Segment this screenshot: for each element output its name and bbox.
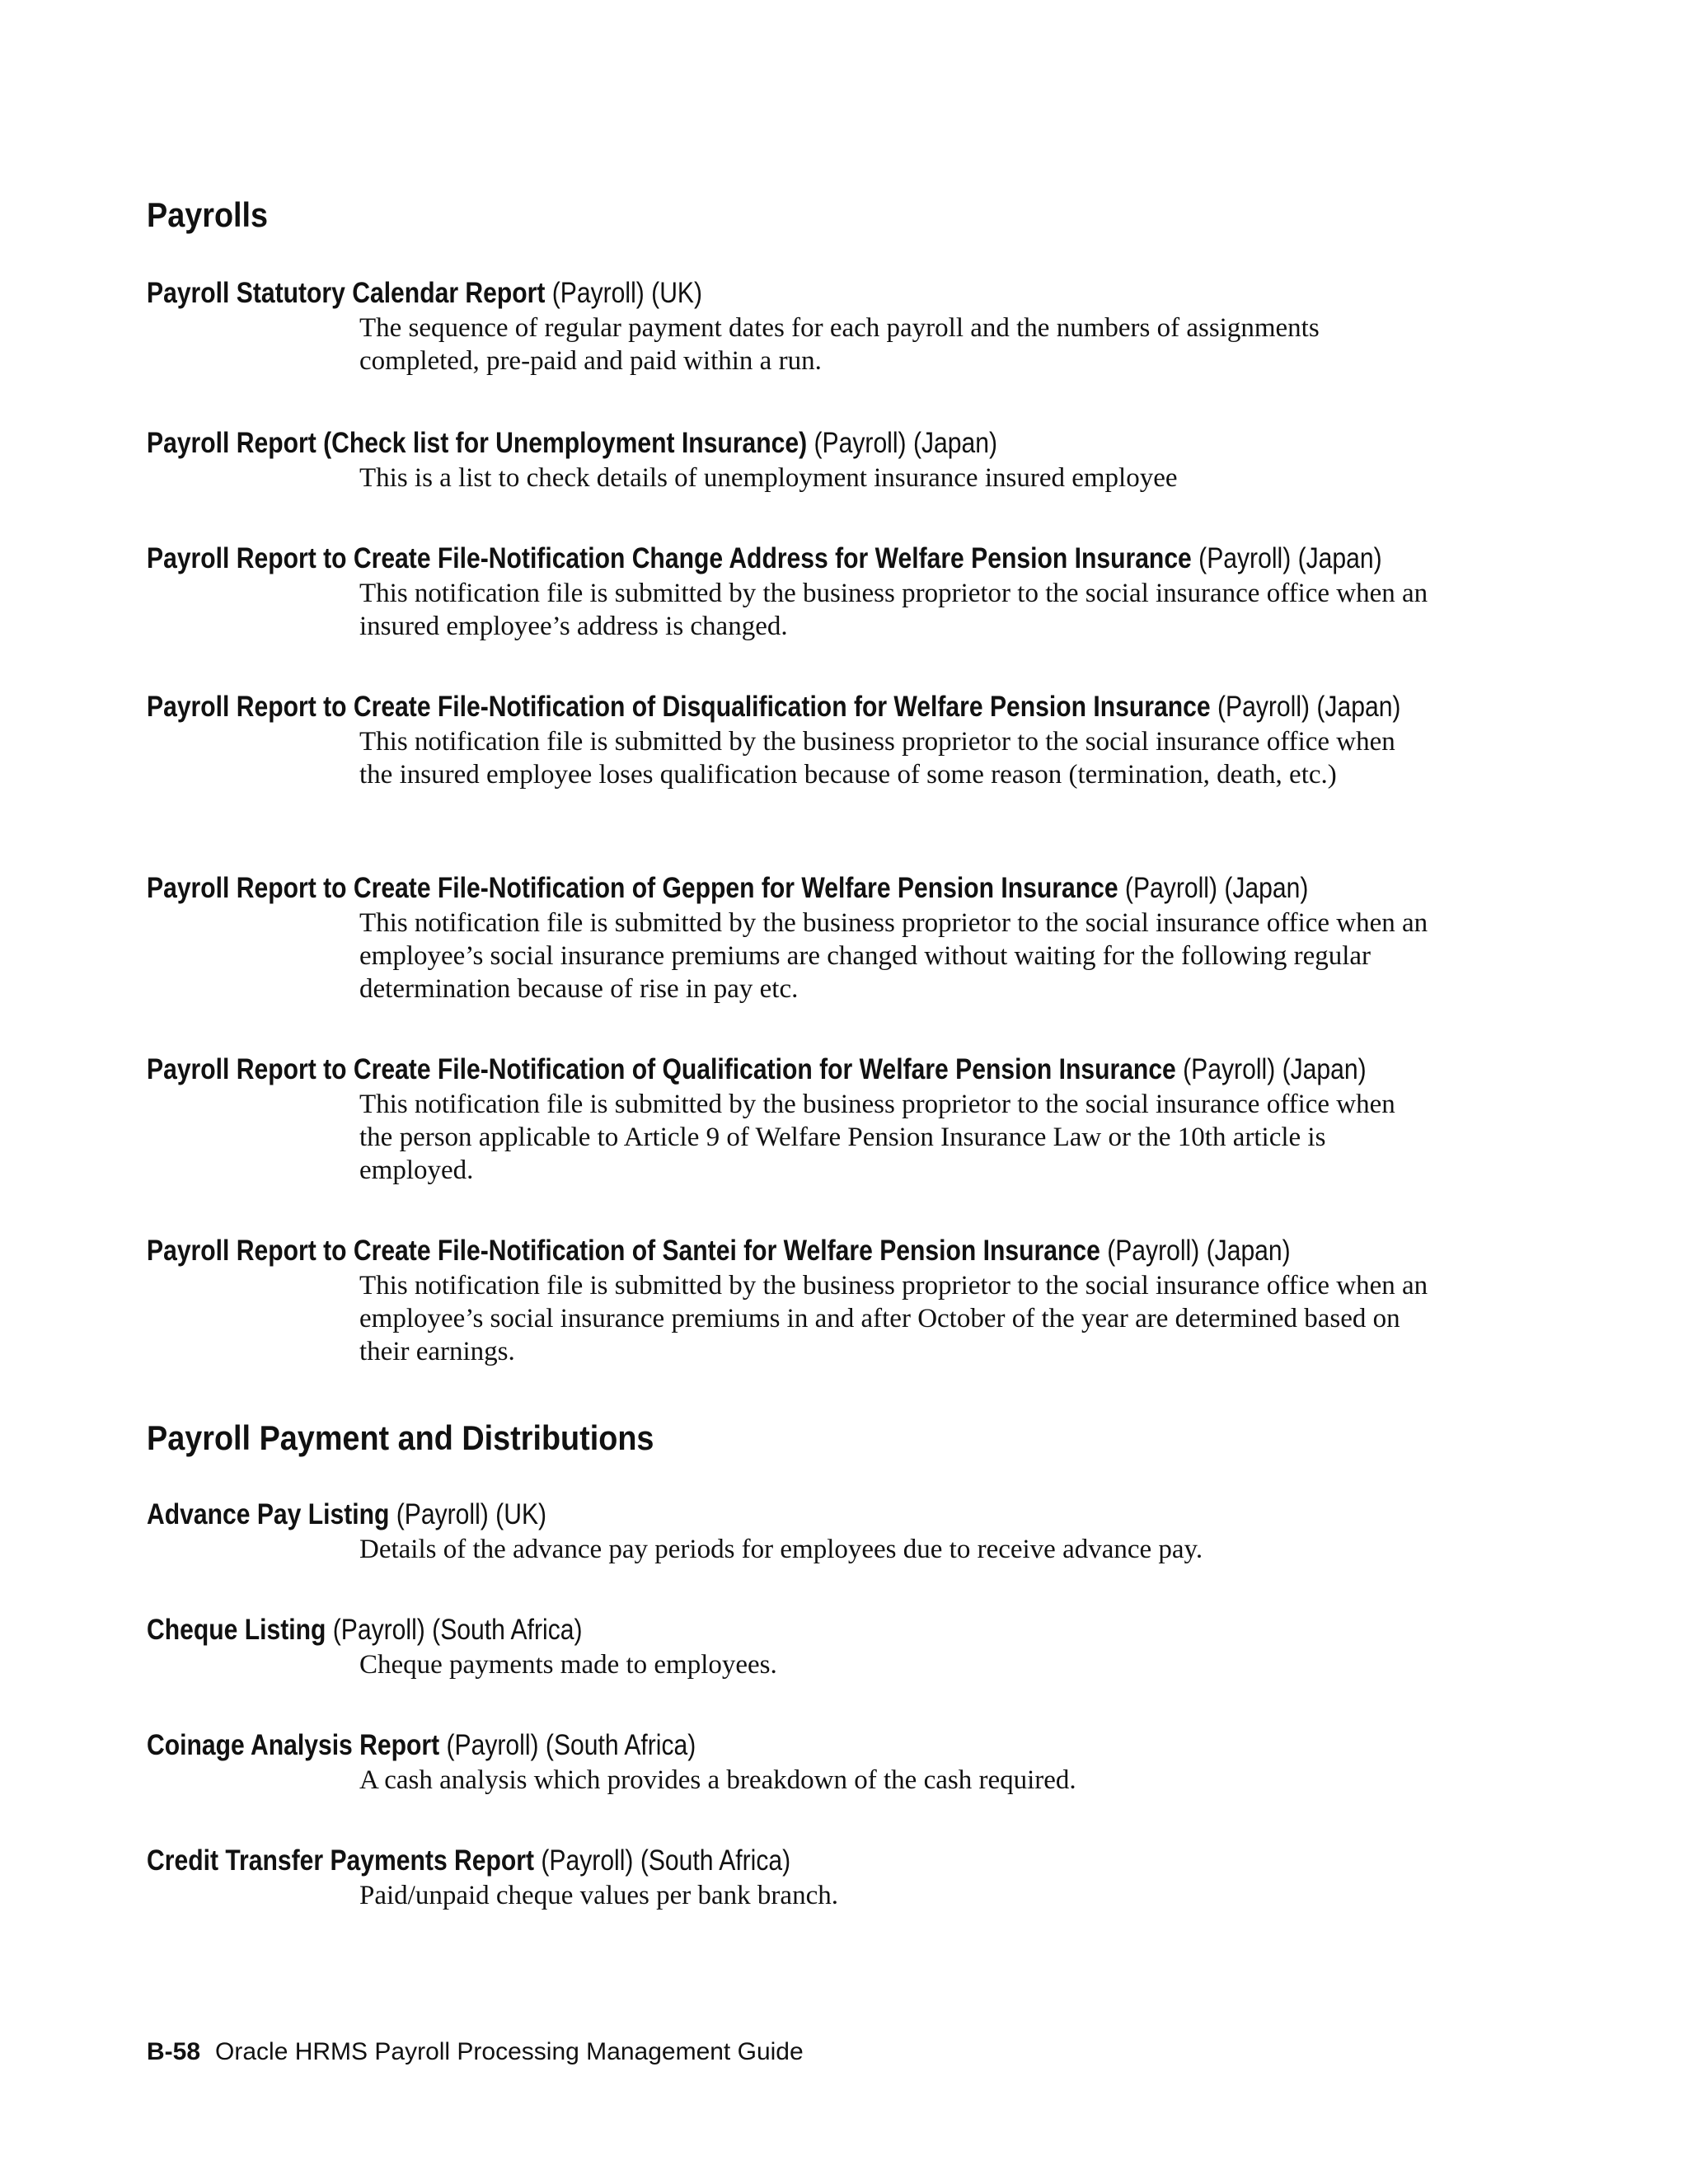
report-name: Payroll Report to Create File-Notification of Qualification for Welfare Pension Insurance [147, 1053, 1176, 1085]
report-title [147, 870, 1352, 907]
report-name: Payroll Report to Create File-Notification of Geppen for Welfare Pension Insurance [147, 872, 1118, 904]
report-tags: (Payroll) (Japan) [807, 427, 998, 459]
report-tags: (Payroll) (Japan) [1118, 872, 1309, 904]
report-entry [147, 1497, 1548, 1566]
report-name: Payroll Report to Create File-Notification Change Address for Welfare Pension Insurance [147, 542, 1192, 574]
report-name: Credit Transfer Payments Report [147, 1844, 535, 1877]
report-entry [147, 1612, 1548, 1681]
section-title-payment-distributions: Payroll Payment and Distributions [147, 1418, 654, 1457]
report-title [147, 689, 1401, 725]
report-tags: (Payroll) (Japan) [1100, 1235, 1291, 1267]
report-description: The sequence of regular payment dates for each payroll and the numbers of assignments completed, pre-paid and paid within a run. [359, 313, 1320, 376]
page-number: B-58 [147, 2038, 201, 2065]
report-title [147, 425, 1352, 462]
report-description: This notification file is submitted by the business proprietor to the social insurance office when the insured employee loses qualification because of some reason (termination, death, etc.) [359, 727, 1395, 790]
report-entry [147, 1233, 1548, 1368]
report-title [147, 1233, 1352, 1269]
section-title-payrolls: Payrolls [147, 195, 269, 234]
report-description: This notification file is submitted by the business proprietor to the social insurance office when an employee’s social insurance premiums in and after October of the year are determined based on their earnings. [359, 1271, 1428, 1366]
report-name: Payroll Report to Create File-Notification of Santei for Welfare Pension Insurance [147, 1235, 1100, 1267]
report-entry [147, 1052, 1548, 1187]
report-entry [147, 541, 1548, 643]
report-name: Cheque Listing [147, 1614, 326, 1646]
report-name: Payroll Statutory Calendar Report [147, 277, 546, 309]
report-title [147, 275, 1352, 312]
report-tags: (Payroll) (UK) [389, 1498, 547, 1530]
report-description: This notification file is submitted by the business proprietor to the social insurance office when an insured employee’s address is changed. [359, 579, 1428, 641]
report-entry [147, 870, 1548, 1005]
report-tags: (Payroll) (UK) [545, 277, 703, 309]
report-description: This notification file is submitted by the business proprietor to the social insurance office when the person applicable to Article 9 of Welfare Pension Insurance Law or the 10th article is employed. [359, 1090, 1395, 1185]
report-name: Payroll Report (Check list for Unemployment Insurance) [147, 427, 808, 459]
report-tags: (Payroll) (South Africa) [326, 1614, 583, 1646]
report-entry [147, 425, 1548, 494]
report-tags: (Payroll) (Japan) [1210, 691, 1401, 723]
report-entry [147, 1843, 1548, 1912]
page-footer [147, 2036, 804, 2069]
report-title [147, 1052, 1367, 1088]
report-tags: (Payroll) (Japan) [1191, 542, 1382, 574]
report-tags: (Payroll) (South Africa) [534, 1844, 791, 1877]
report-name: Payroll Report to Create File-Notification of Disqualification for Welfare Pension Insurance [147, 691, 1211, 723]
report-entry [147, 689, 1548, 791]
report-name: Coinage Analysis Report [147, 1729, 440, 1761]
report-description: Details of the advance pay periods for employees due to receive advance pay. [359, 1535, 1203, 1564]
report-tags: (Payroll) (South Africa) [439, 1729, 696, 1761]
guide-title: Oracle HRMS Payroll Processing Management Guide [215, 2038, 804, 2065]
report-description: A cash analysis which provides a breakdown of the cash required. [359, 1765, 1076, 1795]
report-tags: (Payroll) (Japan) [1175, 1053, 1367, 1085]
report-name: Advance Pay Listing [147, 1498, 390, 1530]
report-description: This is a list to check details of unemployment insurance insured employee [359, 463, 1178, 493]
report-description: This notification file is submitted by the business proprietor to the social insurance office when an employee’s social insurance premiums are changed without waiting for the following regular determination because of rise in pay etc. [359, 908, 1428, 1004]
report-title [147, 1497, 1352, 1533]
report-title [147, 1612, 1352, 1648]
report-entry [147, 1727, 1548, 1797]
report-title [147, 1843, 1352, 1879]
report-entry [147, 275, 1548, 377]
report-title [147, 541, 1382, 577]
report-description: Paid/unpaid cheque values per bank branch. [359, 1881, 838, 1910]
report-title [147, 1727, 1352, 1764]
report-description: Cheque payments made to employees. [359, 1650, 777, 1680]
